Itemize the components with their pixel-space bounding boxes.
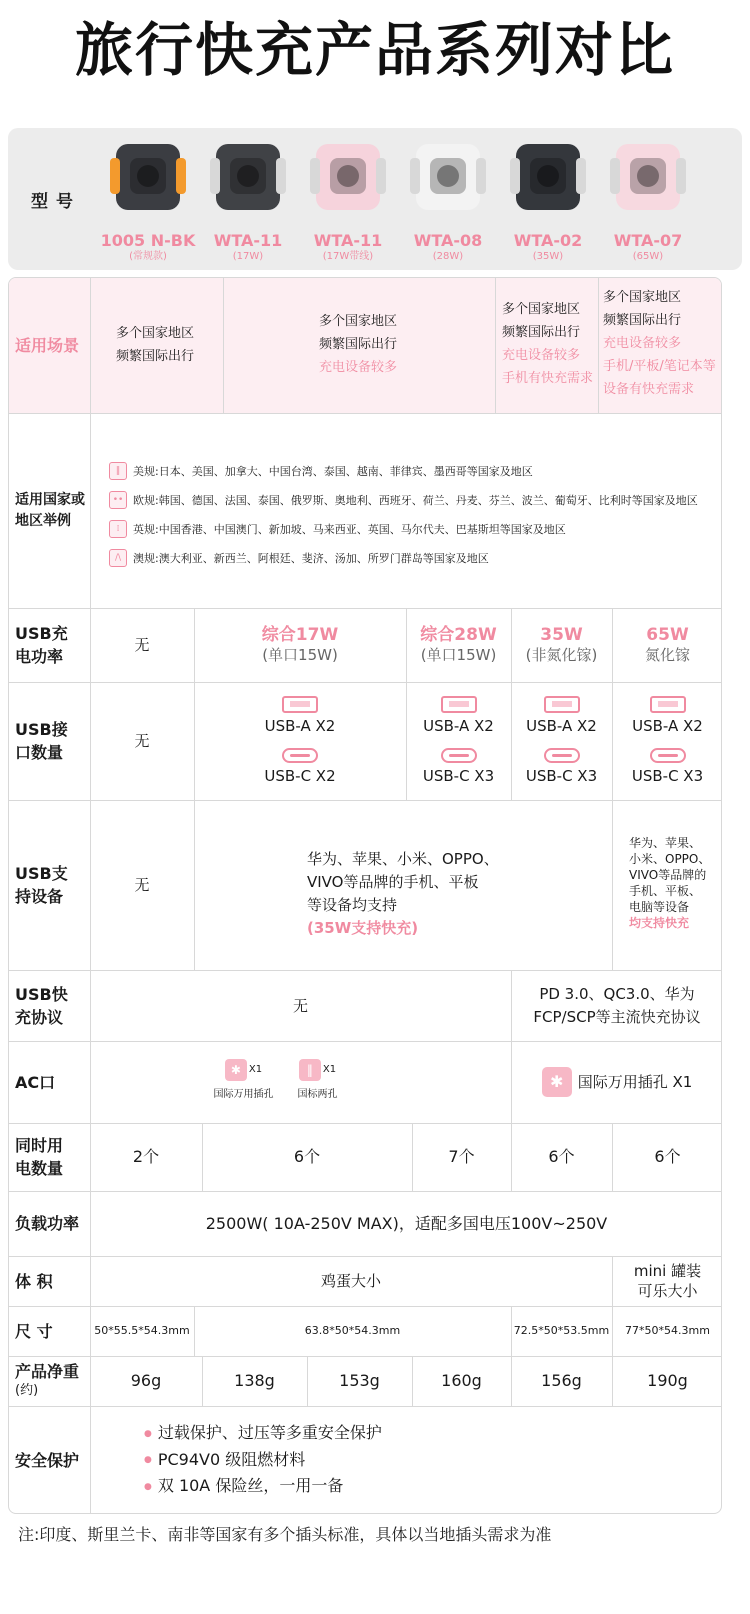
protocol-none: 无 [292,996,308,1015]
weight-c2: 138g [234,1371,275,1390]
scene-c4: 多个国家地区 频繁国际出行 充电设备较多 手机/平板/笔记本等 设备有快充需求 [603,290,716,397]
devices-label: USB支持设备 [15,864,68,906]
scene-c1: 多个国家地区 频繁国际出行 [116,326,195,364]
weight-c5: 156g [541,1371,582,1390]
usb-a-icon [282,696,318,713]
regions-label: 适用国家或地区举例 [15,491,85,529]
ports-c1: USB-A X2 USB-C X2 [194,682,406,800]
universal-socket-icon: ✱ [542,1067,572,1097]
usb-a-icon [544,696,580,713]
count-label: 同时用电数量 [15,1136,64,1178]
volume-mini: mini 罐装 可乐大小 [633,1262,702,1300]
safety-label: 安全保护 [15,1451,80,1470]
model-name: 1005 N-BK [100,231,196,250]
two-pin-socket-icon: ‖ [299,1059,321,1081]
model-sub: (17W) [232,251,264,262]
product-image [106,134,190,218]
weight-label: 产品净重 (约) [15,1362,80,1398]
devices-main: 华为、苹果、小米、OPPO、 VIVO等品牌的手机、平板 等设备均支持 (35W支持快充) [307,850,499,937]
product-image [606,134,690,218]
model-item [598,134,698,268]
scene-c2: 多个国家地区 频繁国际出行 充电设备较多 [319,314,398,375]
model-label: 型号 [31,191,81,212]
ports-c2: USB-A X2 USB-C X3 [406,682,511,800]
ac-left: ✱ X1 国际万用插孔 ‖ X1 国标两孔 [90,1041,511,1123]
usb-a-icon [650,696,686,713]
model-sub: (17W带线) [322,251,374,262]
usb-c-icon [282,748,318,763]
product-image [506,134,590,218]
usb-c-icon [544,748,580,763]
ac-right: ✱ 国际万用插孔 X1 [511,1041,722,1123]
volume-label: 体 积 [15,1271,53,1291]
page-title: 旅行快充产品系列对比 [74,16,675,84]
region-au: /\ 澳规:澳大利亚、新西兰、阿根廷、斐济、汤加、所罗门群岛等国家及地区 [109,549,489,567]
safety-item: ● PC94V0 级阻燃材料 [144,1447,382,1474]
safety-list [144,1420,382,1500]
power-35w: 35W (非氮化镓) [525,625,598,664]
model-header [8,128,742,270]
size-c3: 72.5*50*53.5mm [513,1324,610,1337]
ports-c3: USB-A X2 USB-C X3 [511,682,612,800]
size-label: 尺 寸 [15,1321,53,1341]
ac-label: AC口 [15,1072,56,1092]
power-65w: 65W 氮化镓 [644,625,690,664]
devices-right: 华为、苹果、 小米、OPPO、 VIVO等品牌的 手机、平板、 电脑等设备 均支持快充 [629,836,711,930]
model-sub: (常规款) [129,251,167,262]
volume-egg: 鸡蛋大小 [320,1272,381,1290]
model-name: WTA-02 [513,231,583,250]
size-c1: 50*55.5*54.3mm [94,1324,190,1337]
model-sub: (28W) [432,251,464,262]
model-item [498,134,598,268]
power-none: 无 [134,636,150,654]
weight-c3: 153g [339,1371,380,1390]
safety-item: ● 双 10A 保险丝，一用一备 [144,1473,382,1500]
count-c1: 2个 [132,1147,160,1166]
scene-c3: 多个国家地区 频繁国际出行 充电设备较多 手机有快充需求 [502,302,594,386]
model-item [298,134,398,268]
ports-none: 无 [134,732,150,750]
devices-none: 无 [134,876,150,894]
us-plug-icon: ‖ [109,462,127,480]
weight-c1: 96g [130,1371,162,1390]
protocol-value: PD 3.0、QC3.0、华为 FCP/SCP等主流快充协议 [533,984,701,1026]
weight-c4: 160g [441,1371,482,1390]
safety-item: ● 过载保护、过压等多重安全保护 [144,1420,382,1447]
size-c2: 63.8*50*54.3mm [304,1324,401,1337]
model-name: WTA-07 [613,231,683,250]
model-item [98,134,198,268]
count-c2: 6个 [293,1147,321,1166]
power-label: USB充电功率 [15,624,68,666]
region-uk: ⁞ 英规:中国香港、中国澳门、新加坡、马来西亚、英国、马尔代夫、巴基斯坦等国家及地区 [109,520,566,538]
footnote: 注:印度、斯里兰卡、南非等国家有多个插头标准，具体以当地插头需求为准 [18,1525,552,1544]
usb-a-icon [441,696,477,713]
au-plug-icon: /\ [109,549,127,567]
size-c4: 77*50*54.3mm [625,1324,710,1337]
region-us: ‖ 美规:日本、美国、加拿大、中国台湾、泰国、越南、菲律宾、墨西哥等国家及地区 [109,462,533,480]
model-item [398,134,498,268]
count-c5: 6个 [654,1147,681,1166]
ports-label: USB接口数量 [15,720,68,762]
power-17w: 综合17W (单口15W) [261,625,339,664]
uk-plug-icon: ⁞ [109,520,127,538]
scene-label: 适用场景 [15,336,80,355]
ports-c4: USB-A X2 USB-C X3 [612,682,722,800]
count-c3: 7个 [448,1147,475,1166]
model-name: WTA-11 [213,231,283,250]
model-sub: (65W) [632,251,664,262]
model-name: WTA-11 [313,231,383,250]
comparison-table [8,277,722,1514]
protocol-label: USB快充协议 [15,984,68,1027]
model-item [198,134,298,268]
power-28w: 综合28W (单口15W) [420,625,497,664]
load-label: 负载功率 [15,1214,80,1233]
eu-plug-icon: •• [109,491,127,509]
product-image [206,134,290,218]
usb-c-icon [441,748,477,763]
model-sub: (35W) [532,251,564,262]
model-name: WTA-08 [413,231,483,250]
universal-socket-icon: ✱ [225,1059,247,1081]
product-image [406,134,490,218]
usb-c-icon [650,748,686,763]
count-c4: 6个 [548,1147,575,1166]
product-image [306,134,390,218]
region-eu: •• 欧规:韩国、德国、法国、泰国、俄罗斯、奥地利、西班牙、荷兰、丹麦、芬兰、波兰、葡萄牙、比利时等国家及地区 [109,491,698,509]
weight-c6: 190g [647,1371,688,1390]
load-value: 2500W( 10A-250V MAX)，适配多国电压100V~250V [205,1213,608,1233]
